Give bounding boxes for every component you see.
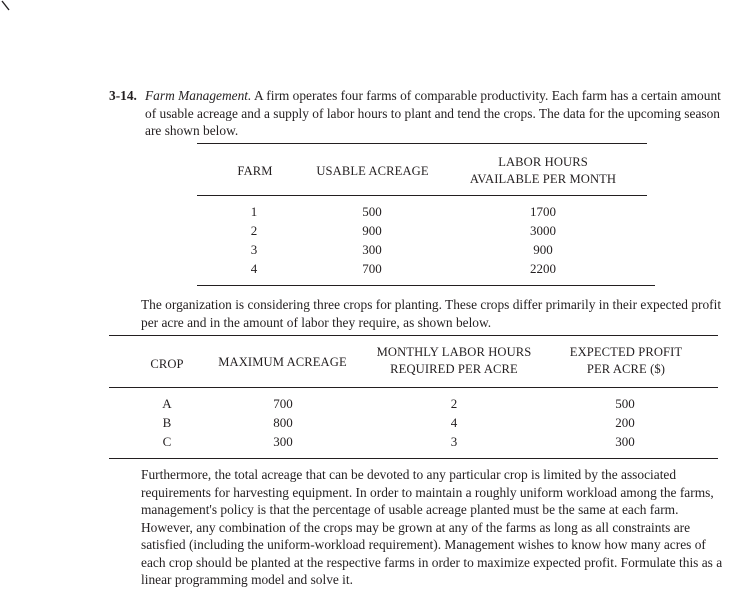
farm-row-3-labor: 900 — [533, 242, 553, 257]
farm-header-labor-line2: AVAILABLE PER MONTH — [469, 172, 617, 186]
crop-table-top-rule — [109, 335, 718, 336]
closing-paragraph: Furthermore, the total acreage that can be devoted to any particular crop is limited by the associated requirements for harvesting equipment. In order to maintain a roughly uniform workload among the farms, management's policy is that the percentage of usable acreage planted must be the same at each farm. However, any combination of the crops may be grown at any of the farms as long as all constraints are satisfied (including the uniform-workload requirement). Management wishes to know how many acres of each crop should be planted at the respective farms in order to maximize expected profit. Formulate this as a linear programming model and solve it. — [141, 467, 723, 587]
crop-intro: The organization is considering three crops for planting. These crops differ primarily in their expected profit per acre and in the amount of labor they require, as shown below. — [141, 297, 722, 330]
farm-table-top-rule — [197, 143, 647, 144]
crop-row-c-labor: 3 — [450, 434, 458, 449]
crop-row-c-profit: 300 — [615, 434, 635, 449]
farm-table-bottom-rule — [197, 285, 655, 286]
crop-row-c-max-acreage: 300 — [273, 434, 293, 449]
crop-header-profit-line2: PER ACRE ($) — [586, 362, 666, 376]
crop-header-profit-line1: EXPECTED PROFIT — [569, 345, 683, 359]
crop-row-a-labor: 2 — [450, 396, 458, 411]
farm-header-farm: FARM — [237, 164, 273, 178]
farm-row-2-acreage: 900 — [362, 223, 382, 238]
crop-table-header-rule — [109, 387, 718, 388]
farm-row-1-farm: 1 — [250, 204, 258, 219]
problem-intro — [145, 87, 729, 140]
crop-table-bottom-rule — [109, 458, 718, 459]
farm-row-2-farm: 2 — [250, 223, 258, 238]
crop-row-c-crop: C — [162, 434, 172, 449]
crop-header-labor-line2: REQUIRED PER ACRE — [390, 362, 518, 376]
corner-mark-icon — [0, 0, 14, 14]
farm-row-4-farm: 4 — [250, 261, 258, 276]
problem-intro-text: A firm operates four farms of comparable productivity. Each farm has a certain amount of usable acreage and a supply of labor hours to plant and tend the crops. The data for the upcoming season are shown below. — [145, 88, 721, 138]
crop-row-b-crop: B — [162, 415, 172, 430]
farm-row-2-labor: 3000 — [530, 223, 556, 238]
problem-title: Farm Management. — [145, 88, 252, 103]
farm-row-3-farm: 3 — [250, 242, 258, 257]
crop-row-b-profit: 200 — [615, 415, 635, 430]
farm-row-4-acreage: 700 — [362, 261, 382, 276]
crop-row-b-labor: 4 — [450, 415, 458, 430]
farm-row-3-acreage: 300 — [362, 242, 382, 257]
crop-header-crop: CROP — [150, 357, 184, 371]
crop-row-a-crop: A — [162, 396, 172, 411]
crop-row-a-max-acreage: 700 — [273, 396, 293, 411]
crop-header-max-acreage: MAXIMUM ACREAGE — [218, 355, 347, 369]
farm-header-labor-line1: LABOR HOURS — [498, 155, 588, 169]
farm-table-header-rule — [197, 195, 647, 196]
farm-row-1-labor: 1700 — [530, 204, 556, 219]
farm-row-4-labor: 2200 — [530, 261, 556, 276]
farm-header-acreage: USABLE ACREAGE — [316, 164, 429, 178]
farm-row-1-acreage: 500 — [362, 204, 382, 219]
crop-row-a-profit: 500 — [615, 396, 635, 411]
crop-header-labor-line1: MONTHLY LABOR HOURS — [376, 345, 532, 359]
problem-number: 3-14. — [109, 88, 137, 103]
crop-row-b-max-acreage: 800 — [273, 415, 293, 430]
